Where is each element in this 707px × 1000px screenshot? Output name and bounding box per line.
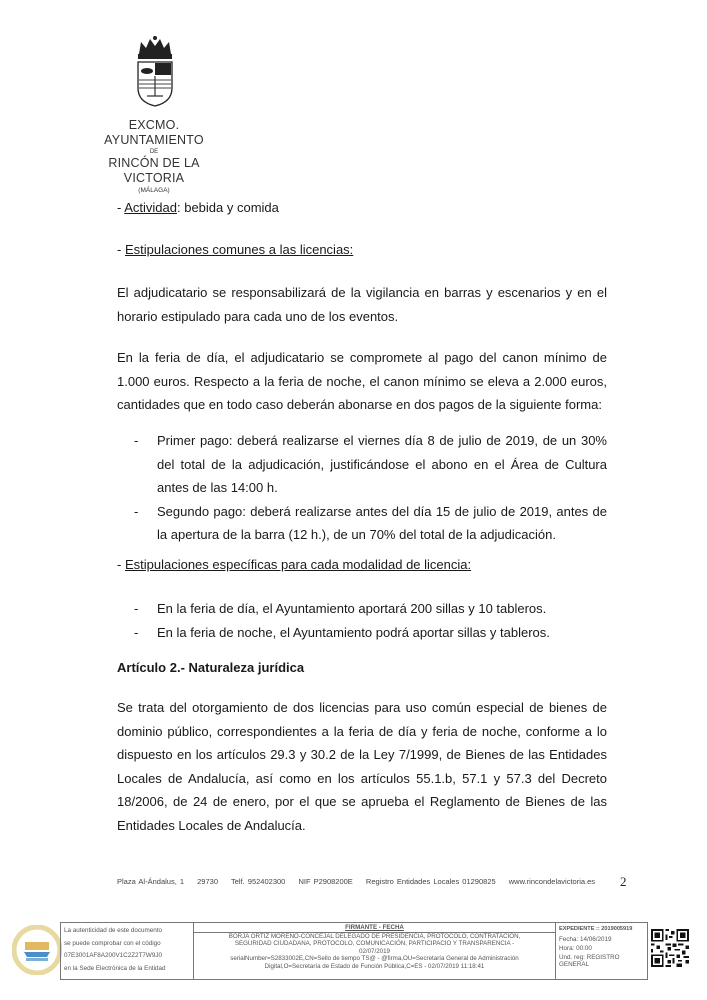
actividad-label: Actividad <box>124 200 177 215</box>
unidad-registro: Und. reg: REGISTRO GENERAL <box>559 953 620 968</box>
firmante-line: BORJA ORTIZ MORENO-CONCEJAL DELEGADO DE PRESIDENCIA, PROTOCOLO, CONTRATACIÓN, <box>228 933 521 940</box>
actividad-value: : bebida y comida <box>176 200 279 215</box>
list-item-feria-dia: - En la feria de día, el Ayuntamiento aportará 200 sillas y 10 tableros. <box>134 601 547 616</box>
qr-code-icon[interactable] <box>651 929 689 967</box>
page-number: 2 <box>620 874 627 889</box>
firmante-line: SEGURIDAD CIUDADANA, PROTOCOLO, COMUNICACIÓN, PARTICIPACIO Y TRANSPARENCIA - <box>234 940 515 948</box>
header-line-1: EXCMO. AYUNTAMIENTO <box>104 118 204 147</box>
auth-line: en la Sede Electrónica de la Entidad <box>64 964 166 972</box>
footer-registro: Registro Entidades Locales 01290825 <box>365 877 496 886</box>
firmante-box <box>193 922 556 980</box>
auth-line: se puede comprobar con el código <box>64 939 161 947</box>
footer-address <box>117 877 605 886</box>
footer-nif: NIF P2908200E <box>298 877 353 886</box>
footer-phone: Telf. 952402300 <box>230 877 286 886</box>
paragraph-canon: En la feria de día, el adjudicatario se compromete al pago del canon mínimo de 1.000 euros. Respecto a la feria de noche, el canon mínimo se eleva a 2.000 euros, cantidades que en todo caso deberán abonarse en dos pagos de la siguiente forma: <box>117 350 607 412</box>
header-line-4: (MÁLAGA) <box>138 187 170 194</box>
especificas-heading: Estipulaciones específicas para cada modalidad de licencia: <box>124 557 472 572</box>
hora: Hora: 00:00 <box>559 945 592 952</box>
authenticity-seal-icon <box>12 925 62 975</box>
auth-line: La autenticidad de este documento <box>64 927 163 934</box>
authenticity-box <box>60 922 193 980</box>
paragraph-naturaleza: Se trata del otorgamiento de dos licencias para uso común especial de bienes de dominio público, correspondientes a la feria de día y feria de noche, conforme a lo dispuesto en los artículos 29.3 y 30.2 de la Ley 7/1999, de Bienes de las Entidades Locales de Andalucía, así como en los artículos 55.1.b, 57.1 y 57.3 del Decreto 18/2006, de 24 de enero, por el que se aprueba el Reglamento de Bienes de las Entidades Locales de Andalucía. <box>117 700 607 833</box>
coat-of-arms-icon <box>133 36 177 108</box>
list-item-feria-noche: - En la feria de noche, el Ayuntamiento podrá aportar sillas y tableros. <box>134 624 550 640</box>
comunes-heading-line: - Estipulaciones comunes a las licencias: <box>117 242 354 257</box>
firmante-date: 02/07/2019 <box>359 947 390 955</box>
especificas-list <box>117 597 607 644</box>
comunes-heading: Estipulaciones comunes a las licencias: <box>124 242 354 257</box>
expediente-box <box>556 922 648 980</box>
pagos-list <box>117 429 607 547</box>
header-line-3: RINCÓN DE LA VICTORIA <box>108 156 200 185</box>
footer-street: Plaza Al-Ándalus, 1 <box>117 877 185 886</box>
municipality-header <box>86 118 222 195</box>
actividad-line: - Actividad: bebida y comida <box>117 200 279 215</box>
list-item-segundo-pago: - Segundo pago: deberá realizarse antes del día 15 de julio de 2019, antes de la apertura de la barra (12 h.), de un 70% del total de la adjudicación. <box>134 503 607 542</box>
expediente-number: EXPEDIENTE :: 2019005919 <box>559 926 633 932</box>
header-line-2: DE <box>149 149 159 155</box>
articulo-heading: Artículo 2.- Naturaleza jurídica <box>117 660 305 675</box>
paragraph-vigilancia: El adjudicatario se responsabilizará de la vigilancia en barras y escenarios y en el horario estipulado para cada uno de los eventos. <box>117 285 607 324</box>
firmante-line: Digital,O=Secretaría de Estado de Función Pública,C=ES - 02/07/2019 11:18:41 <box>264 962 485 970</box>
list-item-primer-pago: - Primer pago: deberá realizarse el viernes día 8 de julio de 2019, de un 30% del total de la adjudicación, justificándose el abono en el Área de Cultura antes de las 14:00 h. <box>134 433 607 495</box>
auth-code[interactable]: 07E3001AF8A200V1C2Z2T7W9J0 <box>64 952 163 959</box>
especificas-heading-line: - Estipulaciones específicas para cada modalidad de licencia: <box>117 557 472 572</box>
fecha: Fecha: 14/06/2019 <box>559 935 612 943</box>
footer-web[interactable]: www.rincondelavictoria.es <box>508 877 596 886</box>
firmante-line: serialNumber=S2833002E,CN=Sello de tiempo TS@ - @firma,OU=Secretaría General de Administración <box>230 955 519 963</box>
firmante-header: FIRMANTE - FECHA <box>194 924 555 933</box>
footer-postal: 29730 <box>197 877 218 886</box>
